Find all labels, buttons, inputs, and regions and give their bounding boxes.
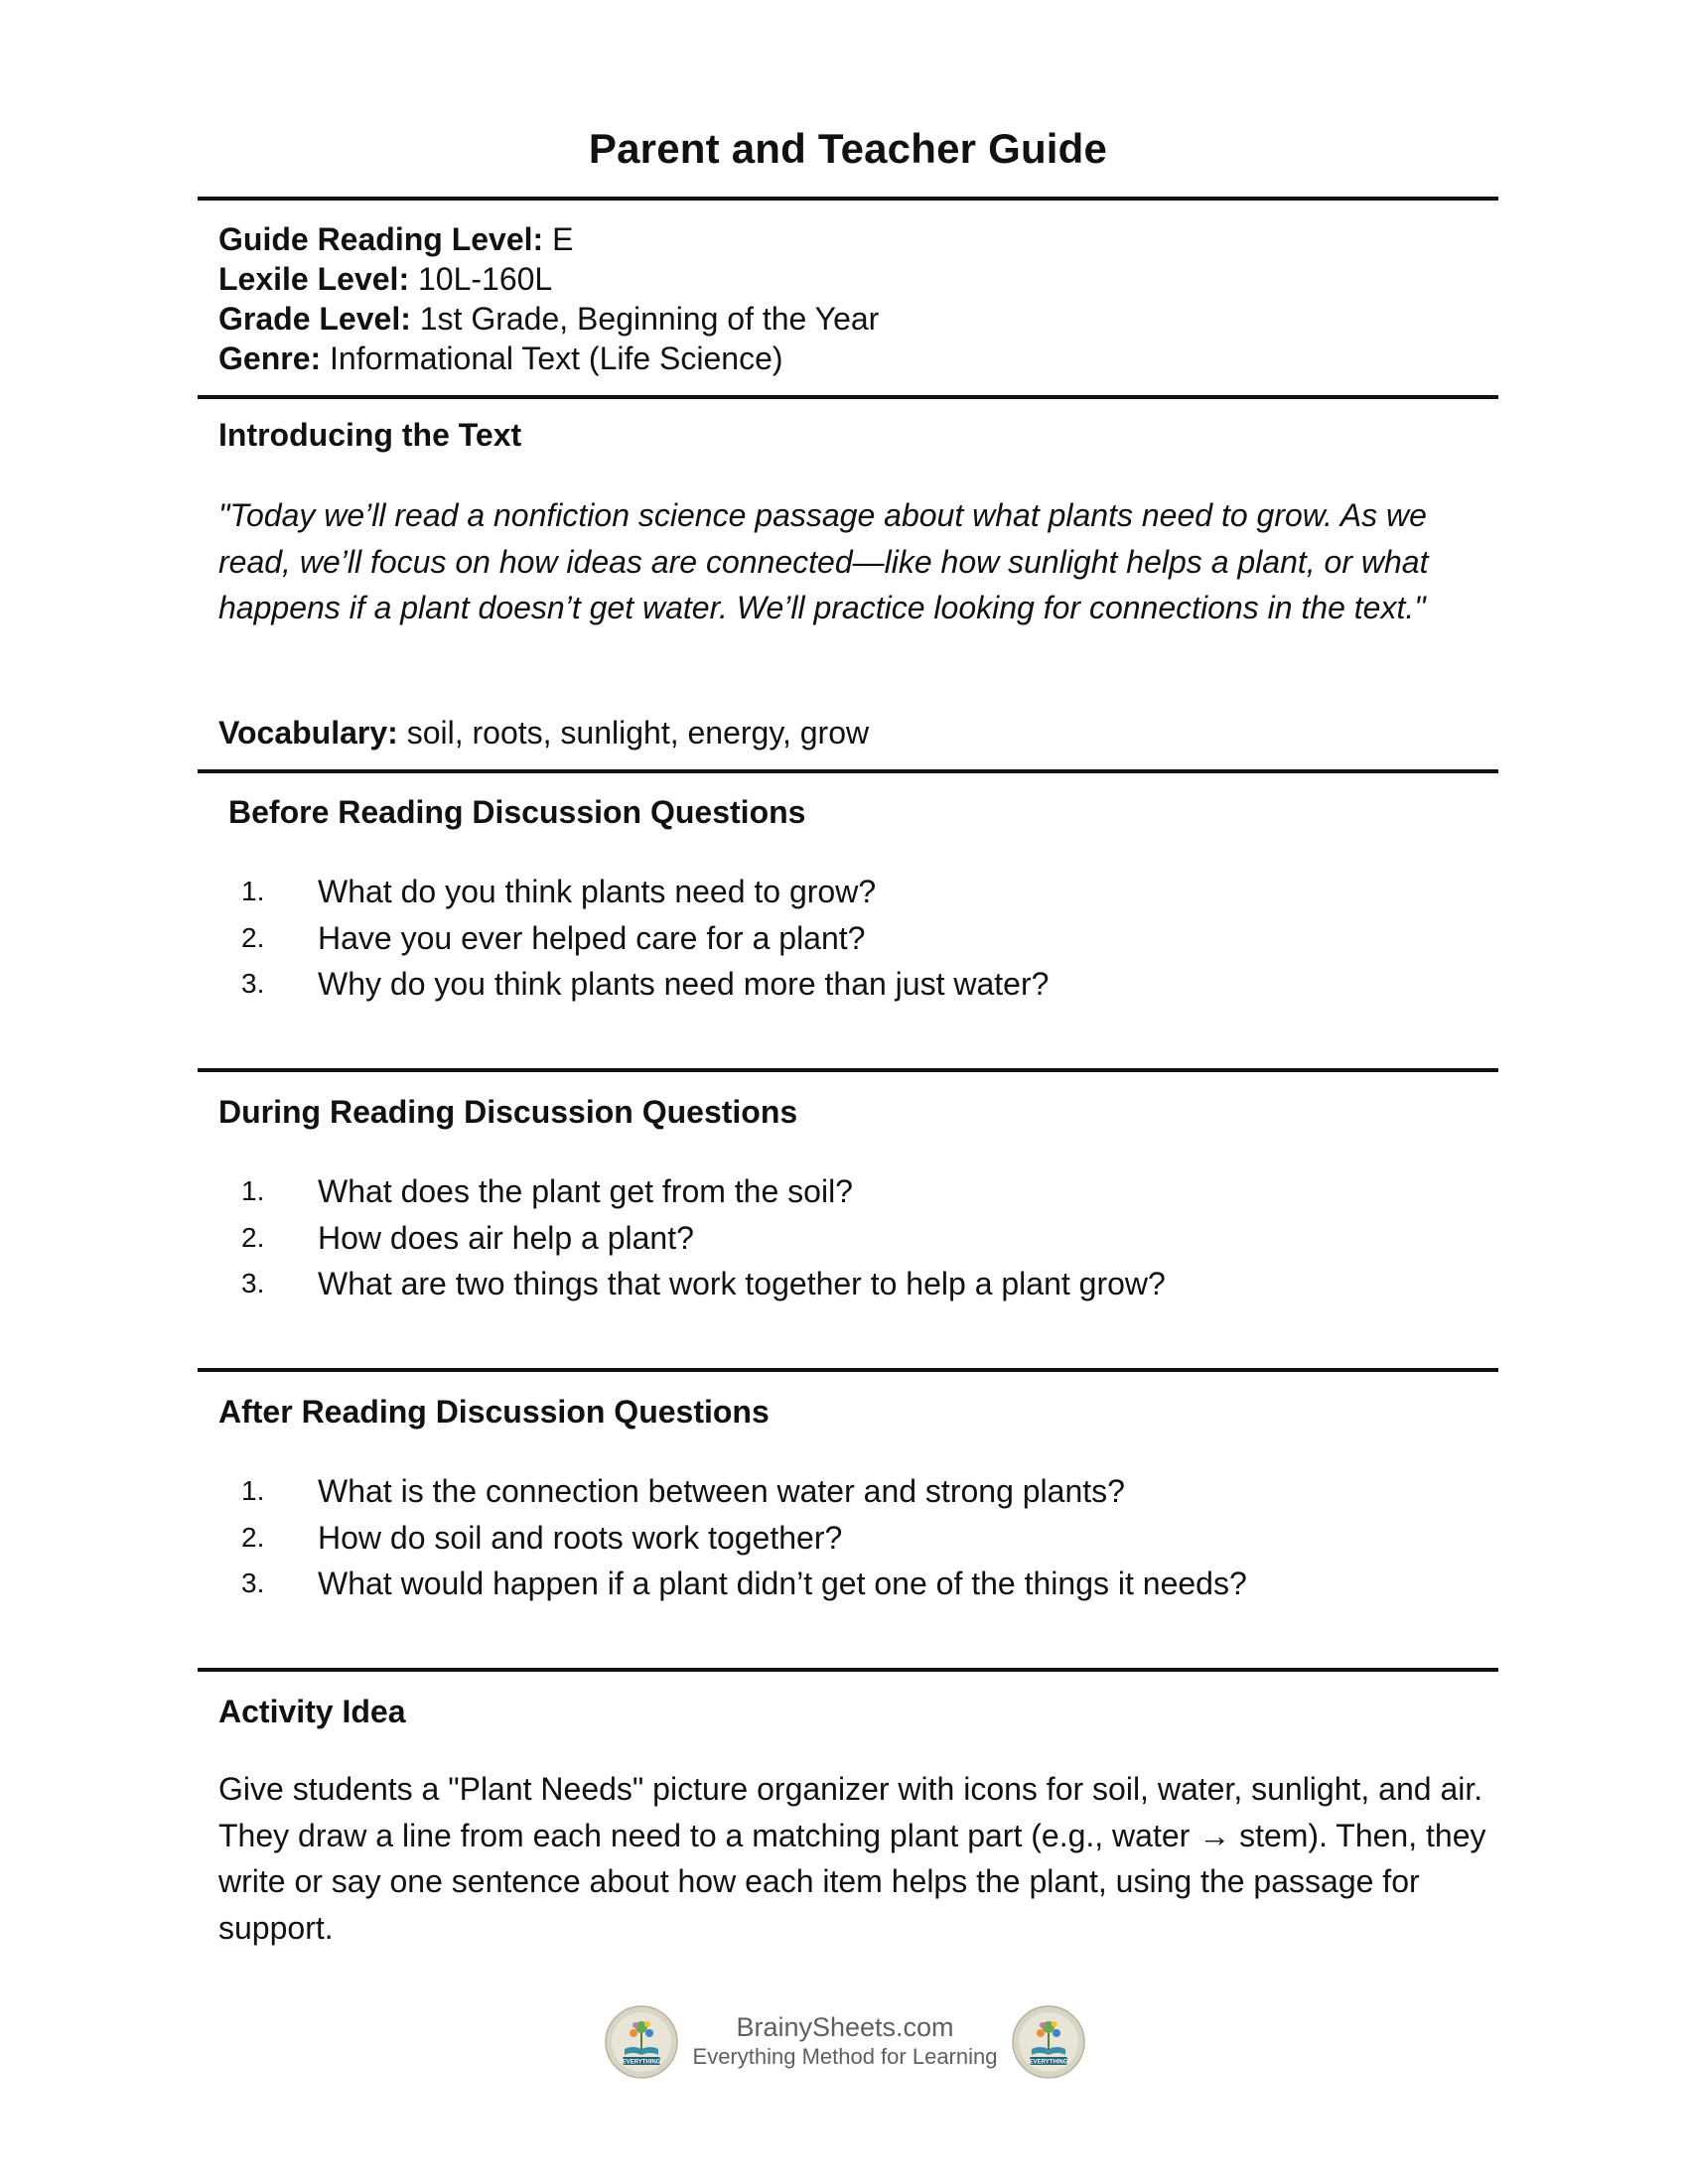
question-number: 1.: [241, 1475, 265, 1506]
during-reading-heading: During Reading Discussion Questions: [218, 1094, 798, 1130]
info-genre: [218, 339, 879, 378]
after-reading-heading: After Reading Discussion Questions: [218, 1394, 770, 1430]
during-reading-questions: [198, 1168, 1498, 1307]
question-text: What does the plant get from the soil?: [318, 1173, 853, 1209]
question-item: [198, 961, 1498, 1008]
question-number: 1.: [241, 1175, 265, 1206]
vocabulary-line: [218, 715, 869, 751]
vocabulary-words: soil, roots, sunlight, energy, grow: [397, 715, 870, 751]
info-lexile-level: [218, 259, 879, 299]
footer-site: BrainySheets.com: [736, 2012, 954, 2042]
info-value: E: [543, 221, 574, 257]
question-text: How does air help a plant?: [318, 1219, 694, 1256]
question-number: 2.: [241, 921, 265, 953]
question-number: 2.: [241, 1521, 265, 1553]
divider-title: [198, 197, 1498, 201]
info-label: Lexile Level:: [218, 261, 410, 297]
question-item: [198, 1215, 1498, 1262]
footer-text: [681, 2011, 1009, 2071]
question-item: [198, 1468, 1498, 1515]
question-text: What are two things that work together to help a plant grow?: [318, 1266, 1166, 1301]
footer-tagline: Everything Method for Learning: [692, 2044, 998, 2069]
question-number: 2.: [241, 1221, 265, 1253]
info-label: Grade Level:: [218, 301, 411, 337]
before-reading-questions: [198, 869, 1498, 1008]
question-text: Have you ever helped care for a plant?: [318, 919, 866, 956]
question-text: What is the connection between water and strong plants?: [318, 1473, 1125, 1509]
question-item: [198, 1515, 1498, 1562]
info-label: Genre:: [218, 341, 322, 376]
divider-introducing: [198, 769, 1498, 773]
question-number: 3.: [241, 1568, 265, 1598]
info-grade-level: [218, 299, 879, 339]
question-item: [198, 1561, 1498, 1607]
logo-text: EVERYTHING: [1029, 2059, 1068, 2066]
info-reading-level: [218, 219, 879, 259]
introducing-heading: Introducing the Text: [218, 417, 522, 453]
info-value: 10L-160L: [409, 261, 553, 297]
question-item: [198, 1168, 1498, 1215]
question-number: 1.: [241, 876, 265, 906]
brainysheets-logo-right: [1012, 2005, 1085, 2079]
activity-text: Give students a "Plant Needs" picture organizer with icons for soil, water, sunlight, and air. They draw a line from each need to a matching plant part (e.g., water → stem). Then, they write or say one sentence about how each item helps the plant, using the passage for support.: [218, 1771, 1486, 1946]
divider-after: [198, 1668, 1498, 1672]
info-value: Informational Text (Life Science): [321, 341, 783, 376]
brainysheets-logo-left: [605, 2005, 678, 2079]
question-text: How do soil and roots work together?: [318, 1519, 843, 1556]
question-text: Why do you think plants need more than just water?: [318, 966, 1050, 1002]
question-item: [198, 1261, 1498, 1307]
divider-during: [198, 1368, 1498, 1372]
footer: [0, 2005, 1688, 2085]
question-number: 3.: [241, 1268, 265, 1298]
question-text: What would happen if a plant didn’t get one of the things it needs?: [318, 1566, 1247, 1601]
divider-before: [198, 1068, 1498, 1072]
question-item: [198, 915, 1498, 962]
question-item: [198, 869, 1498, 915]
before-reading-heading: Before Reading Discussion Questions: [228, 794, 806, 830]
vocabulary-label: Vocabulary:: [218, 715, 398, 751]
logo-text: EVERYTHING: [622, 2059, 661, 2066]
after-reading-questions: [198, 1468, 1498, 1607]
introducing-quote: "Today we’ll read a nonfiction science passage about what plants need to grow. As we read, we’ll focus on how ideas are connected—like how sunlight helps a plant, or what happens if a plant doesn’t get water. We’ll practice looking for connections in the text.": [218, 497, 1429, 625]
divider-info: [198, 395, 1498, 399]
info-value: 1st Grade, Beginning of the Year: [410, 301, 880, 337]
activity-heading: Activity Idea: [218, 1694, 406, 1729]
question-number: 3.: [241, 968, 265, 999]
question-text: What do you think plants need to grow?: [318, 874, 877, 909]
info-label: Guide Reading Level:: [218, 221, 544, 257]
page-title: Parent and Teacher Guide: [588, 125, 1108, 172]
reading-info: [218, 219, 879, 378]
